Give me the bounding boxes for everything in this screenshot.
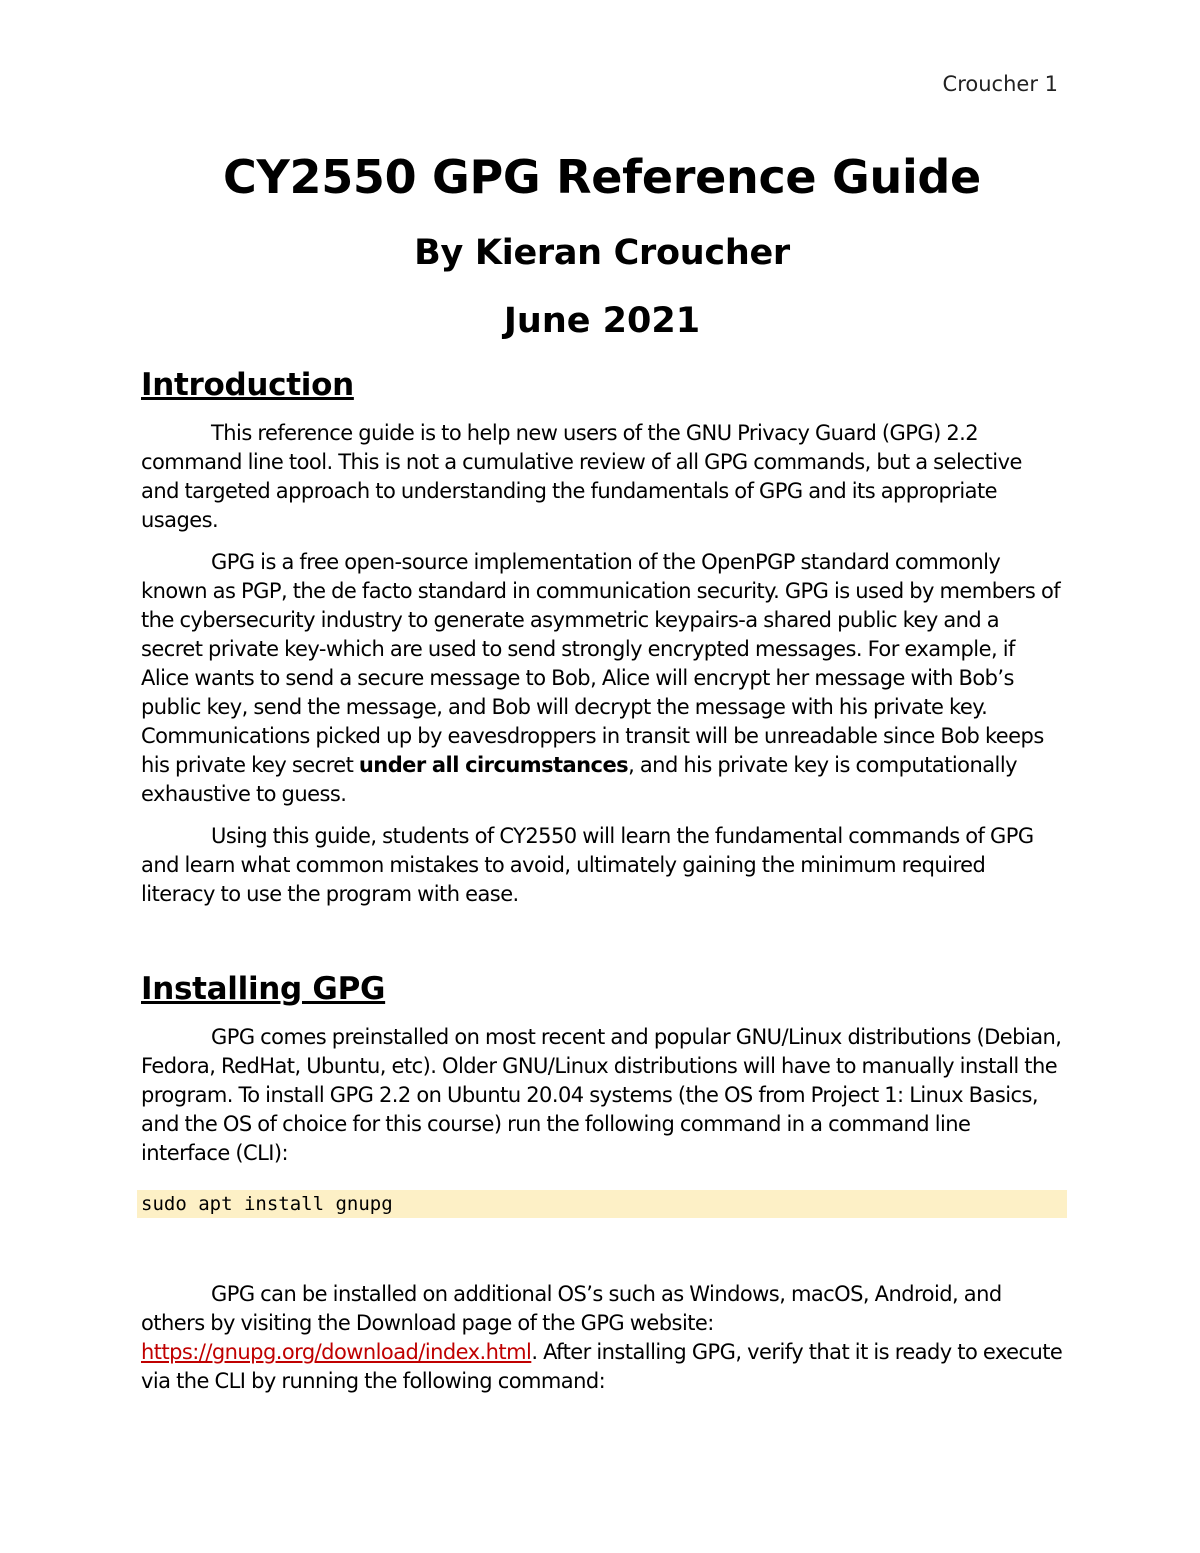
intro-paragraph-2 — [141, 548, 1063, 809]
install-paragraph-2-text-a: GPG can be installed on additional OS’s such as Windows, macOS, Android, and others by visiting the Download page of the GPG website: — [141, 1282, 1002, 1335]
section-heading-installing-gpg: Installing GPG — [141, 971, 386, 1007]
gnupg-download-link[interactable]: https://gnupg.org/download/index.html — [141, 1340, 532, 1364]
intro-paragraph-2-text-a: GPG is a free open-source implementation of the OpenPGP standard commonly known as PGP, the de facto standard in communication security. GPG is used by members of the cybersecurity industry to generate asymmetric keypairs-a shared public key and a secret private key-which are used to send strongly encrypted messages. For example, if Alice wants to send a secure message to Bob, Alice will encrypt her message with Bob’s public key, send the message, and Bob will decrypt the message with his private key. Communications picked up by eavesdroppers in transit will be unreadable since Bob keeps his private key secret — [141, 550, 1061, 777]
install-paragraph-1: GPG comes preinstalled on most recent and popular GNU/Linux distributions (Debian, Fedora, RedHat, Ubuntu, etc). Older GNU/Linux distributions will have to manually install the program. To install GPG 2.2 on Ubuntu 20.04 systems (the OS from Project 1: Linux Basics, and the OS of choice for this course) run the following command in a command line interface (CLI): — [141, 1025, 1062, 1165]
install-paragraph-2 — [141, 1280, 1063, 1396]
intro-paragraph-2-text-b: , and his private key is computationally exhaustive to guess. — [141, 753, 1017, 806]
section-heading-introduction: Introduction — [141, 367, 354, 403]
code-block-install-command: sudo apt install gnupg — [137, 1190, 1067, 1218]
document-body — [141, 145, 1063, 1396]
intro-paragraph-1: This reference guide is to help new users of the GNU Privacy Guard (GPG) 2.2 command line tool. This is not a cumulative review of all GPG commands, but a selective and targeted approach to understanding the fundamentals of GPG and its appropriate usages. — [141, 421, 1022, 532]
page-number-header: Croucher 1 — [942, 72, 1058, 96]
document-title: CY2550 GPG Reference Guide — [223, 150, 981, 204]
document-date: June 2021 — [503, 301, 701, 341]
intro-paragraph-3: Using this guide, students of CY2550 will learn the fundamental commands of GPG and learn what common mistakes to avoid, ultimately gaining the minimum required literacy to use the program with ease. — [141, 824, 1034, 906]
document-author: By Kieran Croucher — [414, 233, 790, 273]
emphasis-under-all-circumstances: under all circumstances — [358, 753, 629, 777]
install-paragraph-2-text-b: . After installing GPG, verify that it is ready to execute via the CLI by running the following command: — [141, 1340, 1063, 1393]
